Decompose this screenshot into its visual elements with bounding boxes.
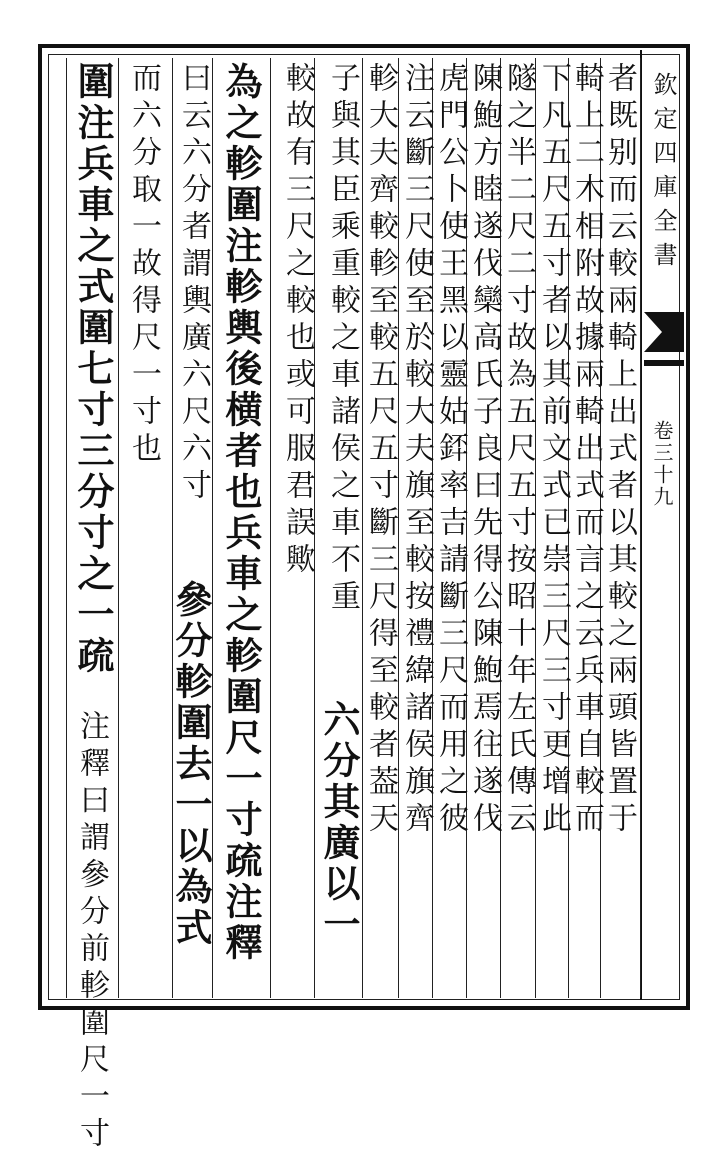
column-divider [66,58,67,998]
text-column-14: 圍注兵車之式圍七寸三分寸之一疏 [71,62,115,677]
text-column-3: 下凡五尺五寸者以其前文式已崇三尺三寸更增此 [536,62,571,839]
text-column-9-main: 六分其廣以一 [317,700,361,946]
text-column-13: 而六分取一故得尺一寸也 [126,62,161,469]
text-column-8: 軫大夫齊較軫至較五尺五寸斷三尺得至較者葢天 [363,62,398,839]
text-column-9: 子與其臣乘重較之車諸侯之車不重 [325,62,360,617]
text-column-10: 較故有三尺之較也或可服君誤歟 [280,62,315,580]
text-column-1: 者既别而云較兩輢上出式者以其較之兩頭皆置于 [602,62,637,839]
text-column-12-main: 參分軫圍去一以為式 [169,580,213,949]
column-divider [270,58,271,998]
text-column-11: 為之軫圍注軫輿後横者也兵車之軫圍尺一寸疏注釋 [219,62,263,964]
column-divider [640,58,641,998]
book-title: 欽定四庫全書 [649,72,677,276]
text-column-14-note: 注釋曰謂參分前軫圍尺一寸 [74,710,109,1154]
text-column-2: 輢上二木相附故據兩輢出式而言之云兵車自較而 [569,62,604,839]
juan-number: 卷三十九 [650,420,674,508]
text-column-5: 陳鮑方睦遂伐欒高氏子良曰先得公陳鮑焉往遂伐 [467,62,502,839]
text-column-4: 隧之半二尺二寸故為五尺五寸按昭十年左氏傳云 [501,62,536,839]
text-column-7: 注云斷三尺使至於較大夫旗至較按禮緯諸侯旗齊 [399,62,434,839]
text-column-6: 虎門公卜使王黑以靈姑銔率吉請斷三尺而用之彼 [433,62,468,839]
text-column-12: 曰云六分者謂輿廣六尺六寸 [176,62,211,506]
column-divider [118,58,119,998]
fishtail-bar-icon [644,360,684,366]
